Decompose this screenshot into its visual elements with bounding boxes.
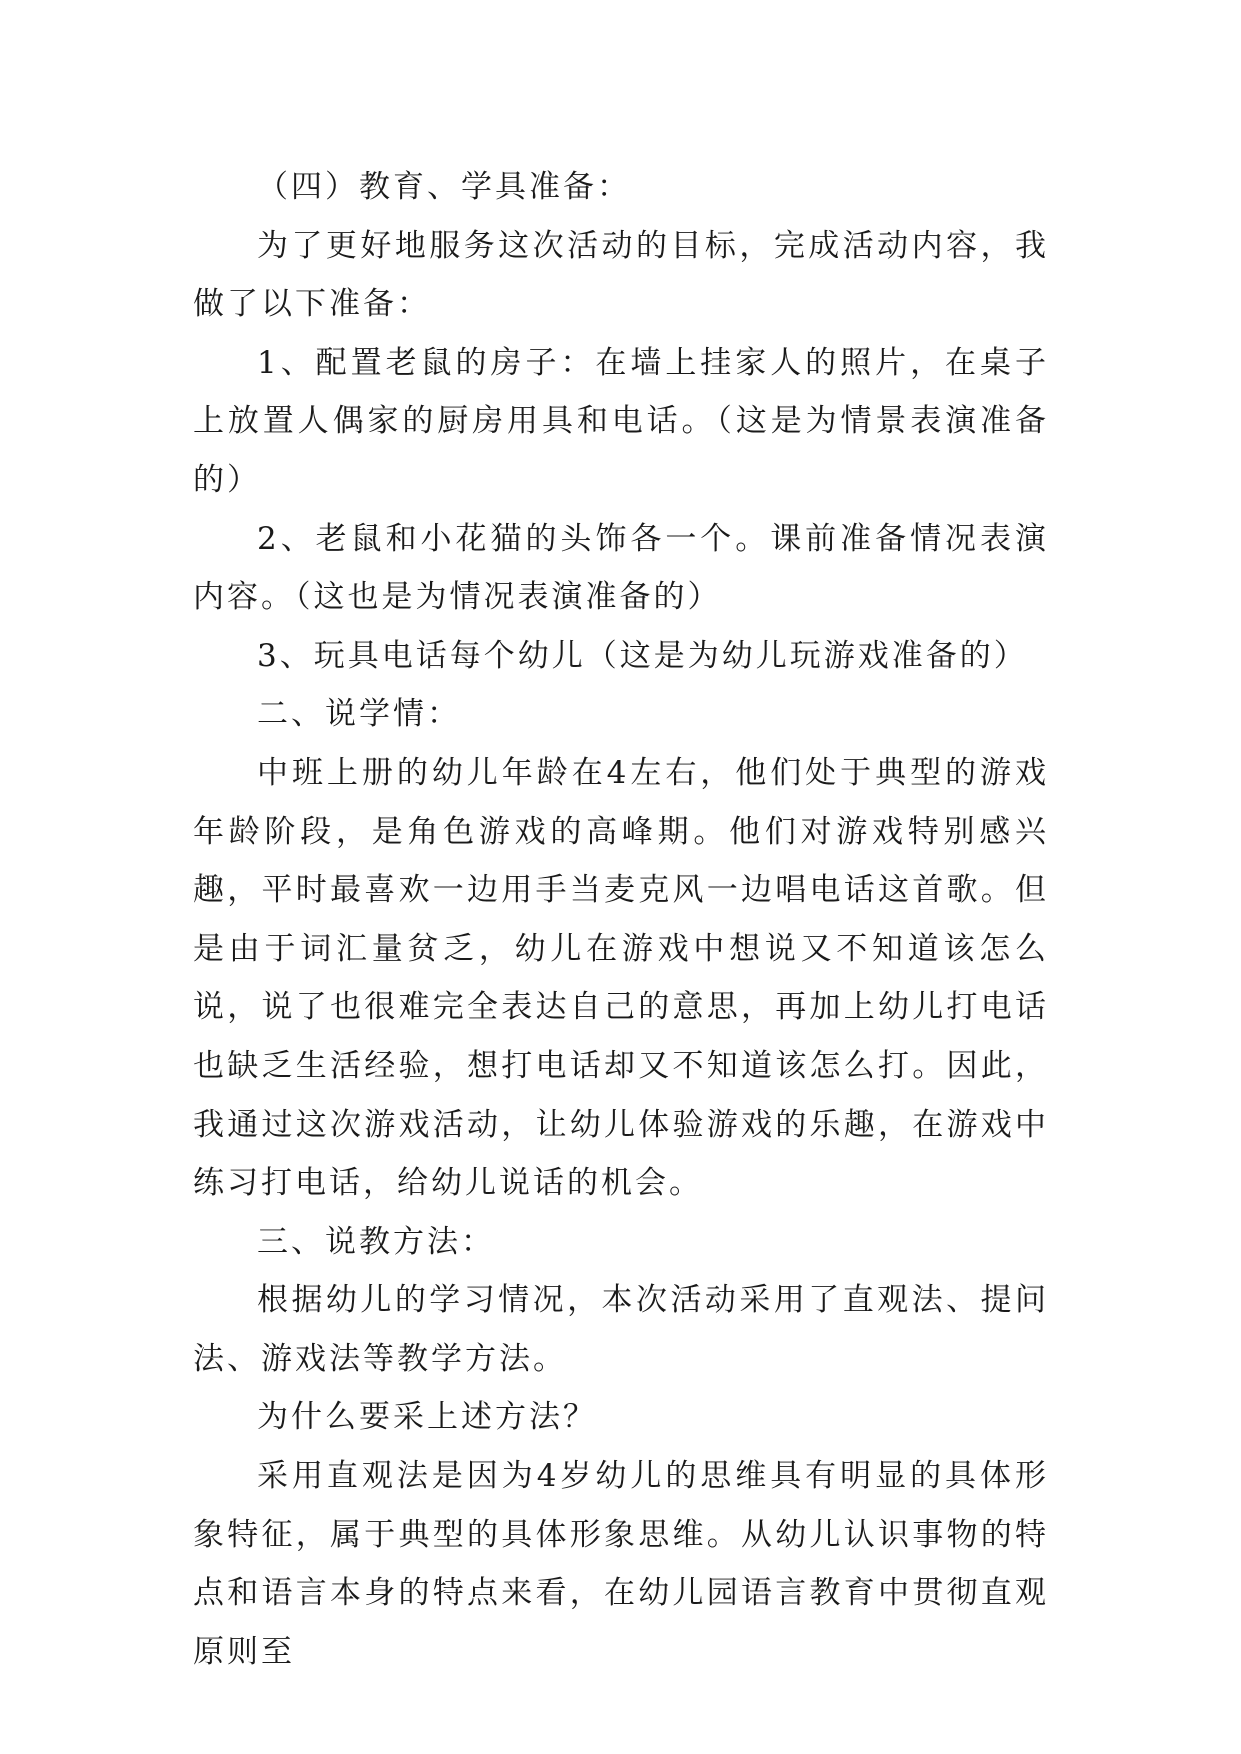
paragraph: 根据幼儿的学习情况，本次活动采用了直观法、提问法、游戏法等教学方法。 bbox=[193, 1282, 1049, 1377]
section-heading-teaching-methods: 三、说教方法： bbox=[257, 1223, 495, 1260]
section-heading-preparation: （四）教育、学具准备： bbox=[257, 169, 631, 205]
section-heading-learning-situation: 二、说学情： bbox=[257, 696, 461, 733]
list-item: 1、配置老鼠的房子：在墙上挂家人的照片，在桌子上放置人偶家的厨房用具和电话。（这是为情景表演准备的） bbox=[193, 344, 1049, 498]
paragraph: 为了更好地服务这次活动的目标，完成活动内容，我做了以下准备： bbox=[193, 227, 1049, 323]
document-body bbox=[193, 158, 1049, 1681]
list-item: 2、老鼠和小花猫的头饰各一个。课前准备情况表演内容。（这也是为情况表演准备的） bbox=[193, 520, 1049, 616]
paragraph: 中班上册的幼儿年龄在4左右，他们处于典型的游戏年龄阶段，是角色游戏的高峰期。他们对游戏特别感兴趣，平时最喜欢一边用手当麦克风一边唱电话这首歌。但是由于词汇量贫乏，幼儿在游戏中想说又不知道该怎么说，说了也很难完全表达自己的意思，再加上幼儿打电话也缺乏生活经验，想打电话却又不知道该怎么打。因此，我通过这次游戏活动，让幼儿体验游戏的乐趣，在游戏中练习打电话，给幼儿说话的机会。 bbox=[193, 754, 1049, 1202]
paragraph: 采用直观法是因为4岁幼儿的思维具有明显的具体形象特征，属于典型的具体形象思维。从幼儿认识事物的特点和语言本身的特点来看，在幼儿园语言教育中贯彻直观原则至 bbox=[193, 1458, 1049, 1670]
list-item: 3、玩具电话每个幼儿（这是为幼儿玩游戏准备的） bbox=[257, 637, 1028, 674]
paragraph: 为什么要采上述方法？ bbox=[257, 1399, 597, 1436]
